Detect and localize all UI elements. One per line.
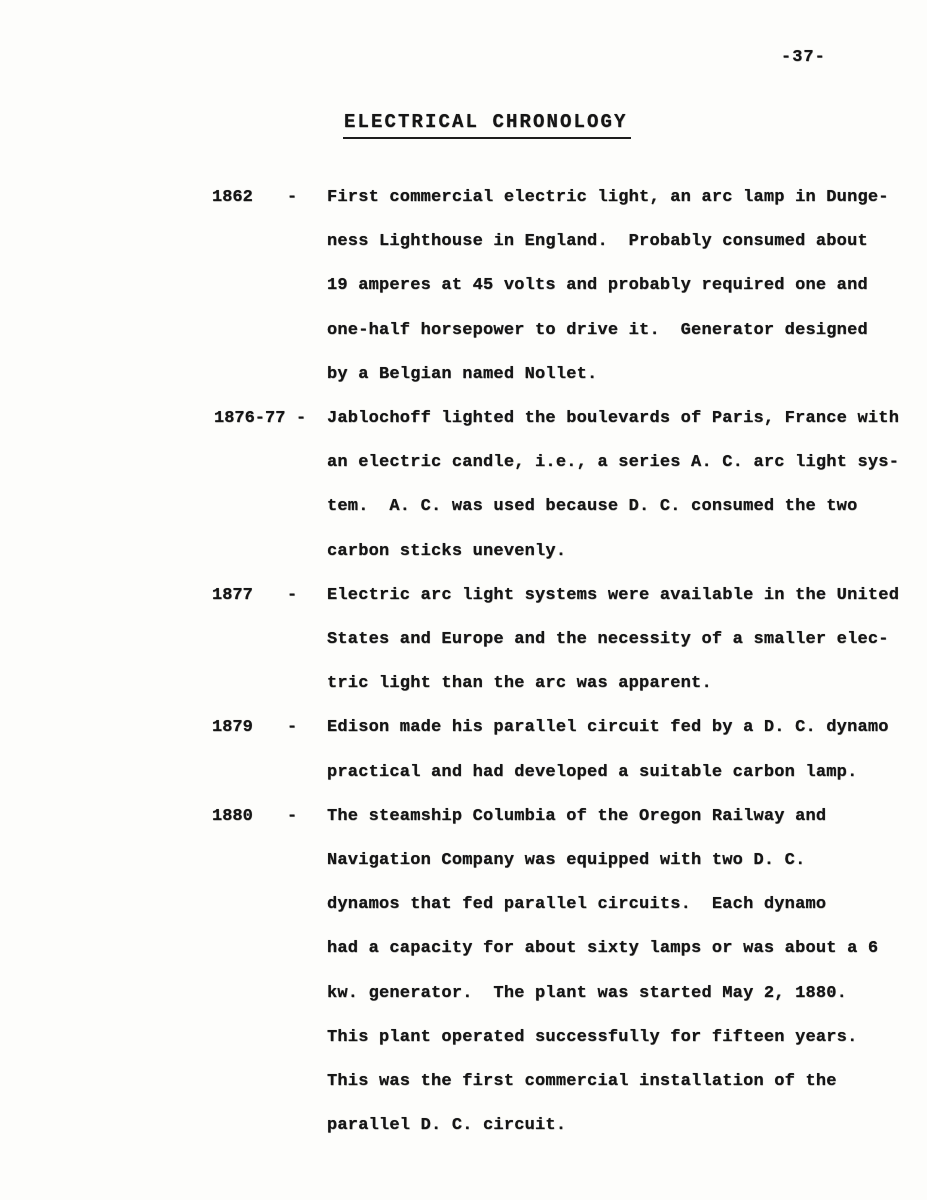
entry-1879 [210,706,890,794]
entry-dash: - [287,718,298,738]
page-number: -37- [781,48,826,67]
entry-line: 19 amperes at 45 volts and probably required one and [327,276,868,296]
entry-year: 1862 [212,188,253,207]
entry-line: by a Belgian named Nollet. [327,364,598,384]
entry-year: 1880 [212,806,253,826]
entry-text [327,795,890,1149]
document-title: ELECTRICAL CHRONOLOGY [343,111,631,139]
entry-text [327,176,890,397]
entry-1880 [210,795,890,1149]
chronology-entries [210,176,900,1148]
entry-line: kw. generator. The plant was started May 2, 1880. [327,983,848,1003]
entry-line: Jablochoff lighted the boulevards of Paris, France with [327,409,900,429]
entry-line: dynamos that fed parallel circuits. Each dynamo [327,895,827,915]
entry-line: The steamship Columbia of the Oregon Railway and [327,806,827,826]
entry-line: tem. A. C. was used because D. C. consumed the two [327,497,858,517]
entry-line: parallel D. C. circuit. [327,1116,567,1136]
entry-line: This plant operated successfully for fifteen years. [327,1027,858,1047]
entry-year: 1876-77 [214,409,286,429]
entry-1876-77 [210,397,900,574]
entry-line: Navigation Company was equipped with two D. C. [327,851,806,871]
entry-line: tric light than the arc was apparent. [327,674,712,694]
entry-line: had a capacity for about sixty lamps or was about a 6 [327,939,879,959]
entry-line: one-half horsepower to drive it. Generator designed [327,320,868,340]
entry-line: First commercial electric light, an arc lamp in Dunge- [327,188,889,207]
entry-year: 1877 [212,585,253,605]
entry-line: States and Europe and the necessity of a smaller elec- [327,630,889,650]
entry-line: practical and had developed a suitable carbon lamp. [327,762,858,782]
entry-dash: - [287,585,298,605]
entry-year: 1879 [212,718,253,738]
entry-text [327,574,900,707]
entry-text [327,706,890,794]
entry-dash: - [287,188,298,207]
entry-1862 [210,176,890,397]
entry-line: This was the first commercial installation of the [327,1072,837,1092]
entry-line: carbon sticks unevenly. [327,541,567,561]
entry-line: Edison made his parallel circuit fed by a D. C. dynamo [327,718,889,738]
entry-text [327,397,900,574]
entry-line: Electric arc light systems were available in the United [327,585,900,605]
entry-1877 [210,574,900,707]
entry-dash: - [296,409,307,429]
entry-line: an electric candle, i.e., a series A. C. arc light sys- [327,453,900,473]
entry-dash: - [287,806,298,826]
entry-line: ness Lighthouse in England. Probably consumed about [327,232,868,252]
